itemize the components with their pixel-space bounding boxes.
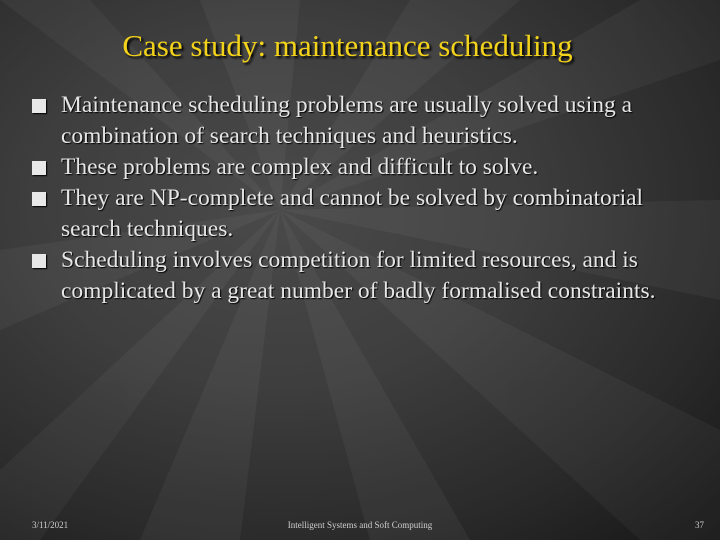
- bullet-item: [30, 183, 660, 245]
- footer-date: 3/11/2021: [32, 520, 69, 530]
- bullet-item: [30, 245, 660, 307]
- bullet-text: These problems are complex and difficult to solve.: [61, 154, 539, 180]
- square-bullet-icon: [32, 254, 46, 268]
- page-number: 37: [695, 520, 704, 530]
- square-bullet-icon: [32, 99, 46, 113]
- bullet-list: [30, 90, 660, 307]
- bullet-text: Maintenance scheduling problems are usually solved using a combination of search techniques and heuristics.: [61, 92, 633, 149]
- bullet-text: Scheduling involves competition for limited resources, and is complicated by a great number of badly formalised constraints.: [61, 247, 656, 304]
- footer-title: Intelligent Systems and Soft Computing: [287, 520, 433, 530]
- square-bullet-icon: [32, 161, 46, 175]
- square-bullet-icon: [32, 192, 46, 206]
- slide-title: Case study: maintenance scheduling: [122, 28, 573, 63]
- bullet-item: [30, 90, 660, 152]
- bullet-text: They are NP-complete and cannot be solved by combinatorial search techniques.: [61, 185, 644, 242]
- bullet-item: [30, 152, 660, 183]
